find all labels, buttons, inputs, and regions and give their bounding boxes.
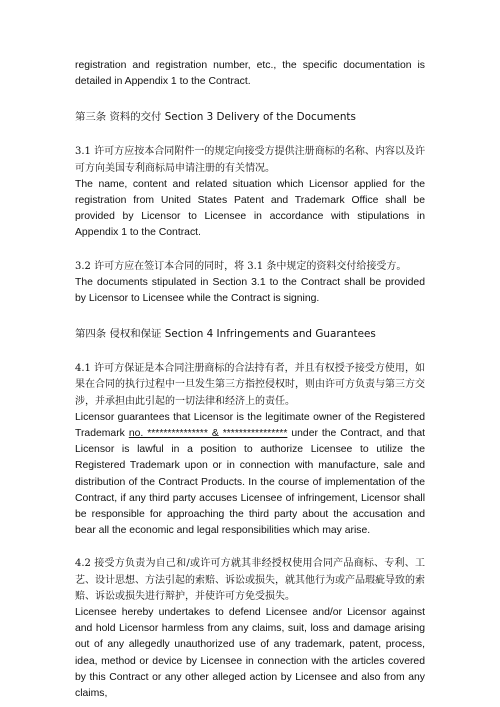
clause-4-2-chinese: 4.2 接受方负责为自己和/或许可方就其非经授权使用合同产品商标、专利、工艺、设计思想、方法引起的索赔、诉讼或损失，就其他行为或产品瑕疵导致的索赔、诉讼或损失进行辩护，并使许可方免受损失。 <box>75 558 425 602</box>
section-3-heading: 第三条 资料的交付 Section 3 Delivery of the Documents <box>75 111 356 124</box>
intro-paragraph: registration and registration number, etc., the specific documentation is detailed in Appendix 1 to the Contract. <box>75 60 425 88</box>
clause-3-2-english: The documents stipulated in Section 3.1 to the Contract shall be provided by Licensor to Licensee while the Contract is signing. <box>75 276 425 305</box>
clause-3-1-english: The name, content and related situation which Licensor applied for the registration from United States Patent and Trademark Office shall be provided by Licensor to Licensee in accordance with stipulations in Appendix 1 to the Contract. <box>75 178 425 239</box>
clause-4-1-text-start: Licensor guarantees that Licensor is the legitimate owner of the Registered Trademark <box>75 411 425 440</box>
clause-4-1-chinese: 4.1 许可方保证是本合同注册商标的合法持有者，并且有权授予接受方使用，如果在合同的执行过程中一旦发生第三方指控侵权时，则由许可方负责与第三方交涉，并承担由此引起的一切法律和经济上的责任。 <box>75 363 425 407</box>
clause-3-2-chinese: 3.2 许可方应在签订本合同的同时，将 3.1 条中规定的资料交付给接受方。 <box>75 260 407 272</box>
clause-4-1-english <box>75 410 425 540</box>
document-page <box>75 58 425 702</box>
clause-4-1-text-end: under the Contract, and that Licensor is lawful in a position to authorize Licensee to utilize the Registered Trademark upon or in connection with manufacture, sale and distribution of the Contract Products. In the course of implementation of the Contract, if any third party accuses Licensee of infringement, Licensor shall be responsible for approaching the third party about the accusation and bear all the economic and legal responsibilities which may arise. <box>75 428 426 537</box>
clause-4-2-english: Licensee hereby undertakes to defend Licensee and/or Licensor against and hold Licensor harmless from any claims, suit, loss and damage arising out of any allegedly unauthorized use of any trademark, patent, process, idea, method or device by Licensee in connection with the articles covered by this Contract or any other alleged action by Licensee and also from any claims, <box>75 607 425 700</box>
clause-3-1-chinese: 3.1 许可方应按本合同附件一的规定向接受方提供注册商标的名称、内容以及许可方向美国专利商标局申请注册的有关情况。 <box>75 146 425 174</box>
trademark-number: no. *************** & **************** <box>128 428 288 440</box>
section-4-heading: 第四条 侵权和保证 Section 4 Infringements and Guarantees <box>75 328 376 341</box>
